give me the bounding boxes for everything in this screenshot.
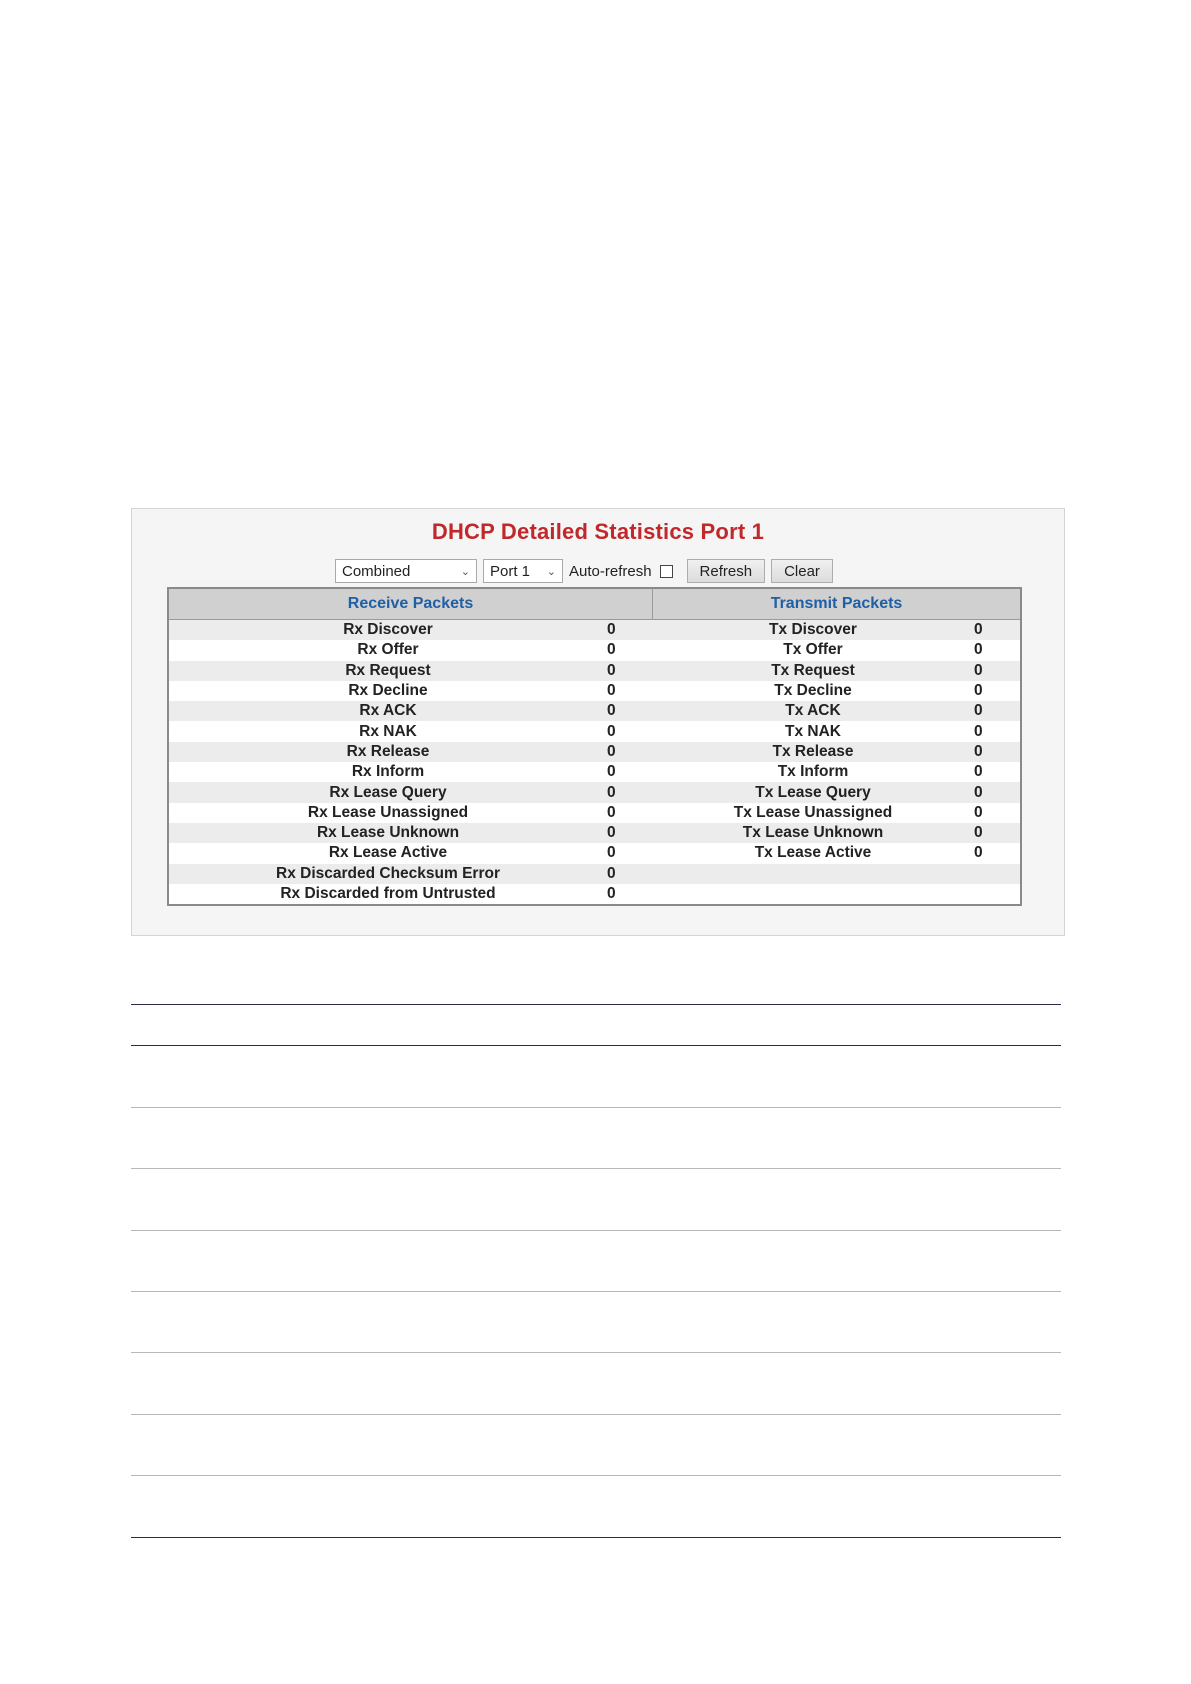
table-row [169,823,1020,843]
rx-counter-value: 0 [607,661,616,679]
tx-counter-name: Tx ACK [785,702,841,720]
chevron-down-icon: ⌄ [460,565,470,578]
rx-counter-value: 0 [607,702,616,720]
table-row [169,681,1020,701]
tx-counter-name: Tx NAK [785,722,841,740]
divider [131,1475,1061,1476]
rx-counter-value: 0 [607,641,616,659]
rx-counter-value: 0 [607,621,616,639]
divider [131,1045,1061,1046]
divider [131,1004,1061,1005]
tx-counter-value: 0 [974,803,983,821]
refresh-button[interactable]: Refresh [687,559,766,583]
mode-select-value: Combined [342,562,411,580]
table-header [169,589,1020,620]
rx-counter-value: 0 [607,783,616,801]
rx-counter-value: 0 [607,722,616,740]
tx-counter-value: 0 [974,661,983,679]
divider [131,1414,1061,1415]
table-row [169,803,1020,823]
divider [131,1352,1061,1353]
tx-counter-name: Tx Decline [774,682,852,700]
tx-counter-value: 0 [974,641,983,659]
divider [131,1537,1061,1538]
table-row [169,661,1020,681]
table-row [169,640,1020,660]
rx-counter-value: 0 [607,885,616,902]
rx-counter-value: 0 [607,742,616,760]
divider [131,1107,1061,1108]
divider [131,1168,1061,1169]
rx-counter-name: Rx ACK [359,702,417,720]
tx-counter-value [974,864,1014,884]
mode-select[interactable] [335,559,477,583]
rx-counter-value: 0 [607,682,616,700]
rx-counter-value: 0 [607,824,616,842]
tx-counter-value: 0 [974,682,983,700]
table-row [169,864,1020,884]
rx-counter-value: 0 [607,844,616,862]
tx-counter-value: 0 [974,722,983,740]
tx-counter-value: 0 [974,763,983,781]
rx-counter-value: 0 [607,803,616,821]
port-select-value: Port 1 [490,562,531,580]
tx-counter-value: 0 [974,844,983,862]
page-title: DHCP Detailed Statistics Port 1 [431,519,765,544]
tx-counter-name: Tx Lease Unknown [742,824,884,842]
rx-counter-name: Rx NAK [359,722,417,740]
chevron-down-icon: ⌄ [546,565,556,578]
table-row [169,742,1020,762]
table-row [169,762,1020,782]
table-row [169,701,1020,721]
table-row [169,843,1020,863]
tx-counter-name [652,884,974,904]
rx-counter-name: Rx Discarded Checksum Error [276,864,500,882]
tx-counter-value: 0 [974,702,983,720]
rx-counter-name: Rx Inform [351,763,425,781]
table-row [169,884,1020,904]
rx-counter-name: Rx Lease Unknown [316,824,460,842]
statistics-table [167,587,1022,906]
rx-counter-value: 0 [607,763,616,781]
toolbar [335,559,833,583]
rx-counter-name: Rx Request [345,661,431,679]
auto-refresh-checkbox[interactable] [660,565,673,578]
tx-counter-name: Tx Offer [783,641,843,659]
table-row [169,721,1020,741]
table-row [169,782,1020,802]
receive-packets-header: Receive Packets [169,589,653,619]
rx-counter-name: Rx Lease Active [328,844,448,862]
tx-counter-name: Tx Inform [777,763,849,781]
tx-counter-name: Tx Release [772,742,854,760]
tx-counter-name: Tx Lease Active [754,844,872,862]
rx-counter-name: Rx Discarded from Untrusted [280,885,496,902]
table-body [169,620,1020,904]
tx-counter-name: Tx Lease Unassigned [733,803,893,821]
divider [131,1291,1061,1292]
rx-counter-name: Rx Release [346,742,430,760]
port-select[interactable] [483,559,563,583]
tx-counter-name: Tx Discover [769,621,857,639]
divider [131,1230,1061,1231]
rx-counter-name: Rx Decline [348,682,428,700]
clear-button[interactable]: Clear [771,559,833,583]
table-row [169,620,1020,640]
tx-counter-value [974,884,1014,904]
tx-counter-name: Tx Request [771,661,855,679]
tx-counter-value: 0 [974,824,983,842]
tx-counter-value: 0 [974,742,983,760]
rx-counter-value: 0 [607,864,616,882]
auto-refresh-label: Auto-refresh [569,562,652,580]
statistics-panel [131,508,1065,936]
rx-counter-name: Rx Discover [343,621,433,639]
tx-counter-value: 0 [974,783,983,801]
rx-counter-name: Rx Lease Unassigned [307,803,469,821]
tx-counter-name [652,864,974,884]
rx-counter-name: Rx Offer [357,641,419,659]
tx-counter-value: 0 [974,621,983,639]
tx-counter-name: Tx Lease Query [755,783,871,801]
transmit-packets-header: Transmit Packets [770,595,903,612]
rx-counter-name: Rx Lease Query [329,783,447,801]
